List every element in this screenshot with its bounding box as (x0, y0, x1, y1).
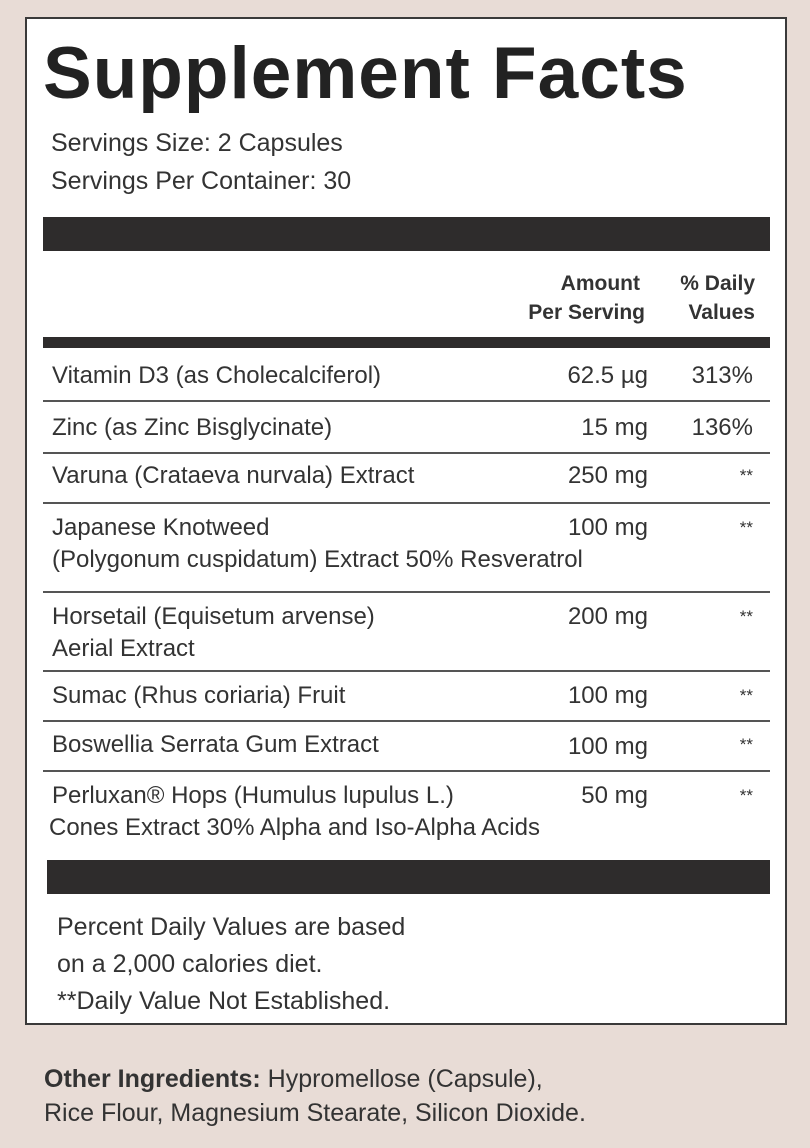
other-ingredients-line1 (44, 1062, 586, 1096)
table-row (43, 350, 770, 402)
ingredient-name: Zinc (as Zinc Bisglycinate) (52, 414, 333, 441)
table-row (43, 772, 770, 858)
table-row (43, 402, 770, 454)
dv-header-line1: % Daily (680, 272, 755, 295)
ingredient-name: Boswellia Serrata Gum Extract (52, 731, 379, 758)
ingredient-name-line1: Horsetail (Equisetum arvense) (52, 603, 375, 630)
ingredient-daily-value: ** (739, 466, 753, 485)
table-row (43, 722, 770, 772)
ingredient-name: Vitamin D3 (as Cholecalciferol) (52, 362, 382, 389)
daily-values-header (680, 269, 755, 327)
other-ingredients-text1: Hypromellose (Capsule), (260, 1065, 543, 1093)
ingredient-name-line1: Perluxan® Hops (Humulus lupulus L.) (52, 782, 454, 809)
ingredient-daily-value: ** (739, 607, 753, 626)
table-row (43, 672, 770, 722)
supplement-facts-panel (25, 17, 787, 1025)
ingredient-amount: 100 mg (567, 514, 648, 541)
ingredient-amount: 250 mg (567, 462, 648, 489)
amount-header-line2: Per Serving (528, 301, 645, 324)
header-divider-bar (43, 337, 770, 348)
ingredient-daily-value: 313% (691, 362, 753, 389)
ingredient-name (52, 512, 583, 576)
ingredient-daily-value: 136% (691, 414, 753, 441)
ingredient-amount: 100 mg (567, 733, 648, 760)
ingredient-daily-value: ** (739, 518, 753, 537)
amount-header-line1: Amount (560, 272, 640, 295)
table-row (43, 454, 770, 504)
footnote (57, 909, 405, 1020)
ingredient-name (52, 601, 375, 665)
serving-size: Servings Size: 2 Capsules (51, 129, 343, 157)
page-title: Supplement Facts (43, 33, 688, 114)
footnote-line3: **Daily Value Not Established. (57, 987, 391, 1015)
table-row (43, 504, 770, 593)
ingredient-daily-value: ** (739, 686, 753, 705)
bottom-divider-bar (47, 860, 770, 894)
footnote-line2: on a 2,000 calories diet. (57, 950, 323, 978)
other-ingredients (44, 1062, 586, 1130)
ingredient-name-line2: Cones Extract 30% Alpha and Iso-Alpha Acids (49, 814, 540, 841)
ingredient-daily-value: ** (739, 786, 753, 805)
ingredient-name: Varuna (Crataeva nurvala) Extract (52, 462, 415, 489)
top-divider-bar (43, 217, 770, 251)
ingredient-daily-value: ** (739, 735, 753, 754)
ingredient-name-line2: (Polygonum cuspidatum) Extract 50% Resveratrol (52, 546, 583, 573)
ingredient-name-line2: Aerial Extract (52, 635, 195, 662)
servings-per-container: Servings Per Container: 30 (51, 167, 352, 195)
ingredient-amount: 100 mg (567, 682, 648, 709)
dv-header-line2: Values (688, 301, 755, 324)
ingredient-amount: 200 mg (567, 603, 648, 630)
ingredient-name-line1: Japanese Knotweed (52, 514, 270, 541)
ingredient-name: Sumac (Rhus coriaria) Fruit (52, 682, 346, 709)
ingredient-amount: 50 mg (581, 782, 648, 809)
ingredient-amount: 62.5 µg (567, 362, 648, 389)
other-ingredients-line2: Rice Flour, Magnesium Stearate, Silicon Dioxide. (44, 1099, 586, 1127)
other-ingredients-label: Other Ingredients: (44, 1065, 261, 1093)
ingredient-name (49, 780, 540, 844)
footnote-line1: Percent Daily Values are based (57, 913, 406, 941)
amount-header (528, 269, 645, 327)
ingredient-amount: 15 mg (581, 414, 648, 441)
table-row (43, 593, 770, 672)
